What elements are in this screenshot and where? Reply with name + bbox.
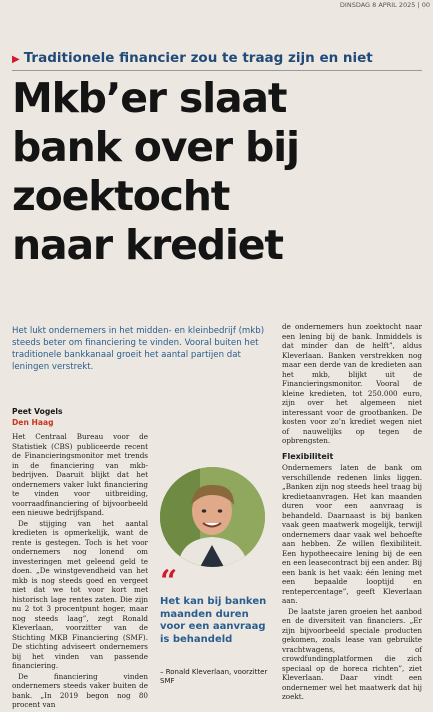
headline-line: naar krediet: [12, 221, 283, 269]
header-page-number: 00: [421, 1, 430, 9]
body-paragraph: Ondernemers laten de bank om verschillende redenen links liggen. „Banken zijn nog steeds heel traag bij kredietaanvragen. Het kan maanden duren voor een aanvraag is behandeld. Daarnaast is bij banken vaak geen maatwerk mogelijk, terwijl ondernemers daar vaak wel behoefte aan hebben. Ze willen flexibiliteit. Een hypotheecaire lening bij de een en een leasecontract bij een ander. Bij een bank is het vaak: één lening met een bepaalde looptijd en rentepercentage”, geeft Kleverlaan aan.: [282, 463, 422, 605]
article-kicker: [12, 50, 422, 66]
body-paragraph: De stijging van het aantal kredieten is opmerkelijk, want de rente is gestegen. Toch is het voor ondernemers nog lonend om investeringen met geleend geld te doen. „De winstgevendheid van het mkb is nog steeds goed en vergeet niet dat we tot voor kort met historisch lage rentes zaten. Die zijn nu 2 tot 3 procentpunt hoger, maar nog steeds laag”, zegt Ronald Kleverlaan, voorzitter van de Stichting MKB Financiering (SMF). De stichting adviseert ondernemers bij het vinden van passende financiering.: [12, 518, 148, 670]
headline-line: zoektocht: [12, 172, 230, 220]
kicker-text: Traditionele financier zou te traag zijn en niet: [23, 50, 373, 66]
body-paragraph: Het Centraal Bureau voor de Statistiek (CBS) publiceerde recent de Financieringsmonitor met trends in de financiering van mkb-bedrijven. Daaruit blijkt dat het ondernemers vaker lukt financiering te vinden voor uitbreiding, voorraadfinanciering of bijvoorbeeld een nieuwe bedrijfspand.: [12, 432, 148, 517]
header-date: DINSDAG 8 APRIL 2025: [339, 1, 416, 9]
byline-place: Den Haag: [12, 418, 54, 427]
page-header: DINSDAG 8 APRIL 2025 | 00: [339, 1, 430, 9]
article-intro: Het lukt ondernemers in het midden- en kleinbedrijf (mkb) steeds beter om financiering te vinden. Vooral buiten het traditionele bankkanaal groeit het aantal partijen dat leningen verstrekt.: [12, 326, 265, 372]
article-column-right: [282, 322, 422, 703]
article-headline: [12, 74, 422, 270]
kicker-divider: [12, 70, 422, 71]
kicker-bullet-icon: ▶: [12, 54, 20, 65]
body-paragraph: De laatste jaren groeien het aanbod en de diversiteit van financiers. „Er zijn bijvoorbeeld speciale producten gekomen, zoals lease van gebruikte vrachtwagens, of crowdfundingplatformen die zich speciaal op de horeca richten”, ziet Kleverlaan. Daar vindt een ondernemer wel het maatwerk dat hij zoekt.: [282, 606, 422, 701]
headline-line: Mkb’er slaat: [12, 74, 287, 122]
portrait-illustration: [160, 467, 265, 567]
headline-line: bank over bij: [12, 123, 299, 171]
article-column-left: [12, 432, 148, 711]
byline: [12, 406, 162, 428]
byline-author: Peet Vogels: [12, 407, 63, 416]
pull-quote-attribution: – Ronald Kleverlaan, voorzitter SMF: [160, 668, 268, 685]
portrait-photo: [160, 467, 265, 567]
quote-mark-icon: “: [160, 564, 178, 599]
subheading: Flexibiliteit: [282, 451, 334, 461]
body-paragraph: de ondernemers hun zoektocht naar een lening bij de bank. Inmiddels is dat minder dan de helft”, aldus Kleverlaan. Banken verstrekken nog maar een derde van de kredieten aan het mkb, blijkt uit de Financieringsmonitor. Vooral de kleine kredieten, tot 250.000 euro, zijn over het algemeen niet interessant voor de grootbanken. De kosten voor zo’n krediet wegen niet of nauwelijks op tegen de opbrengsten.: [282, 322, 422, 445]
body-paragraph: De financiering vinden ondernemers steeds vaker buiten de bank. „In 2019 begon nog 80 procent van: [12, 671, 148, 709]
pull-quote: Het kan bij banken maanden duren voor een aanvraag is behandeld: [160, 596, 267, 645]
